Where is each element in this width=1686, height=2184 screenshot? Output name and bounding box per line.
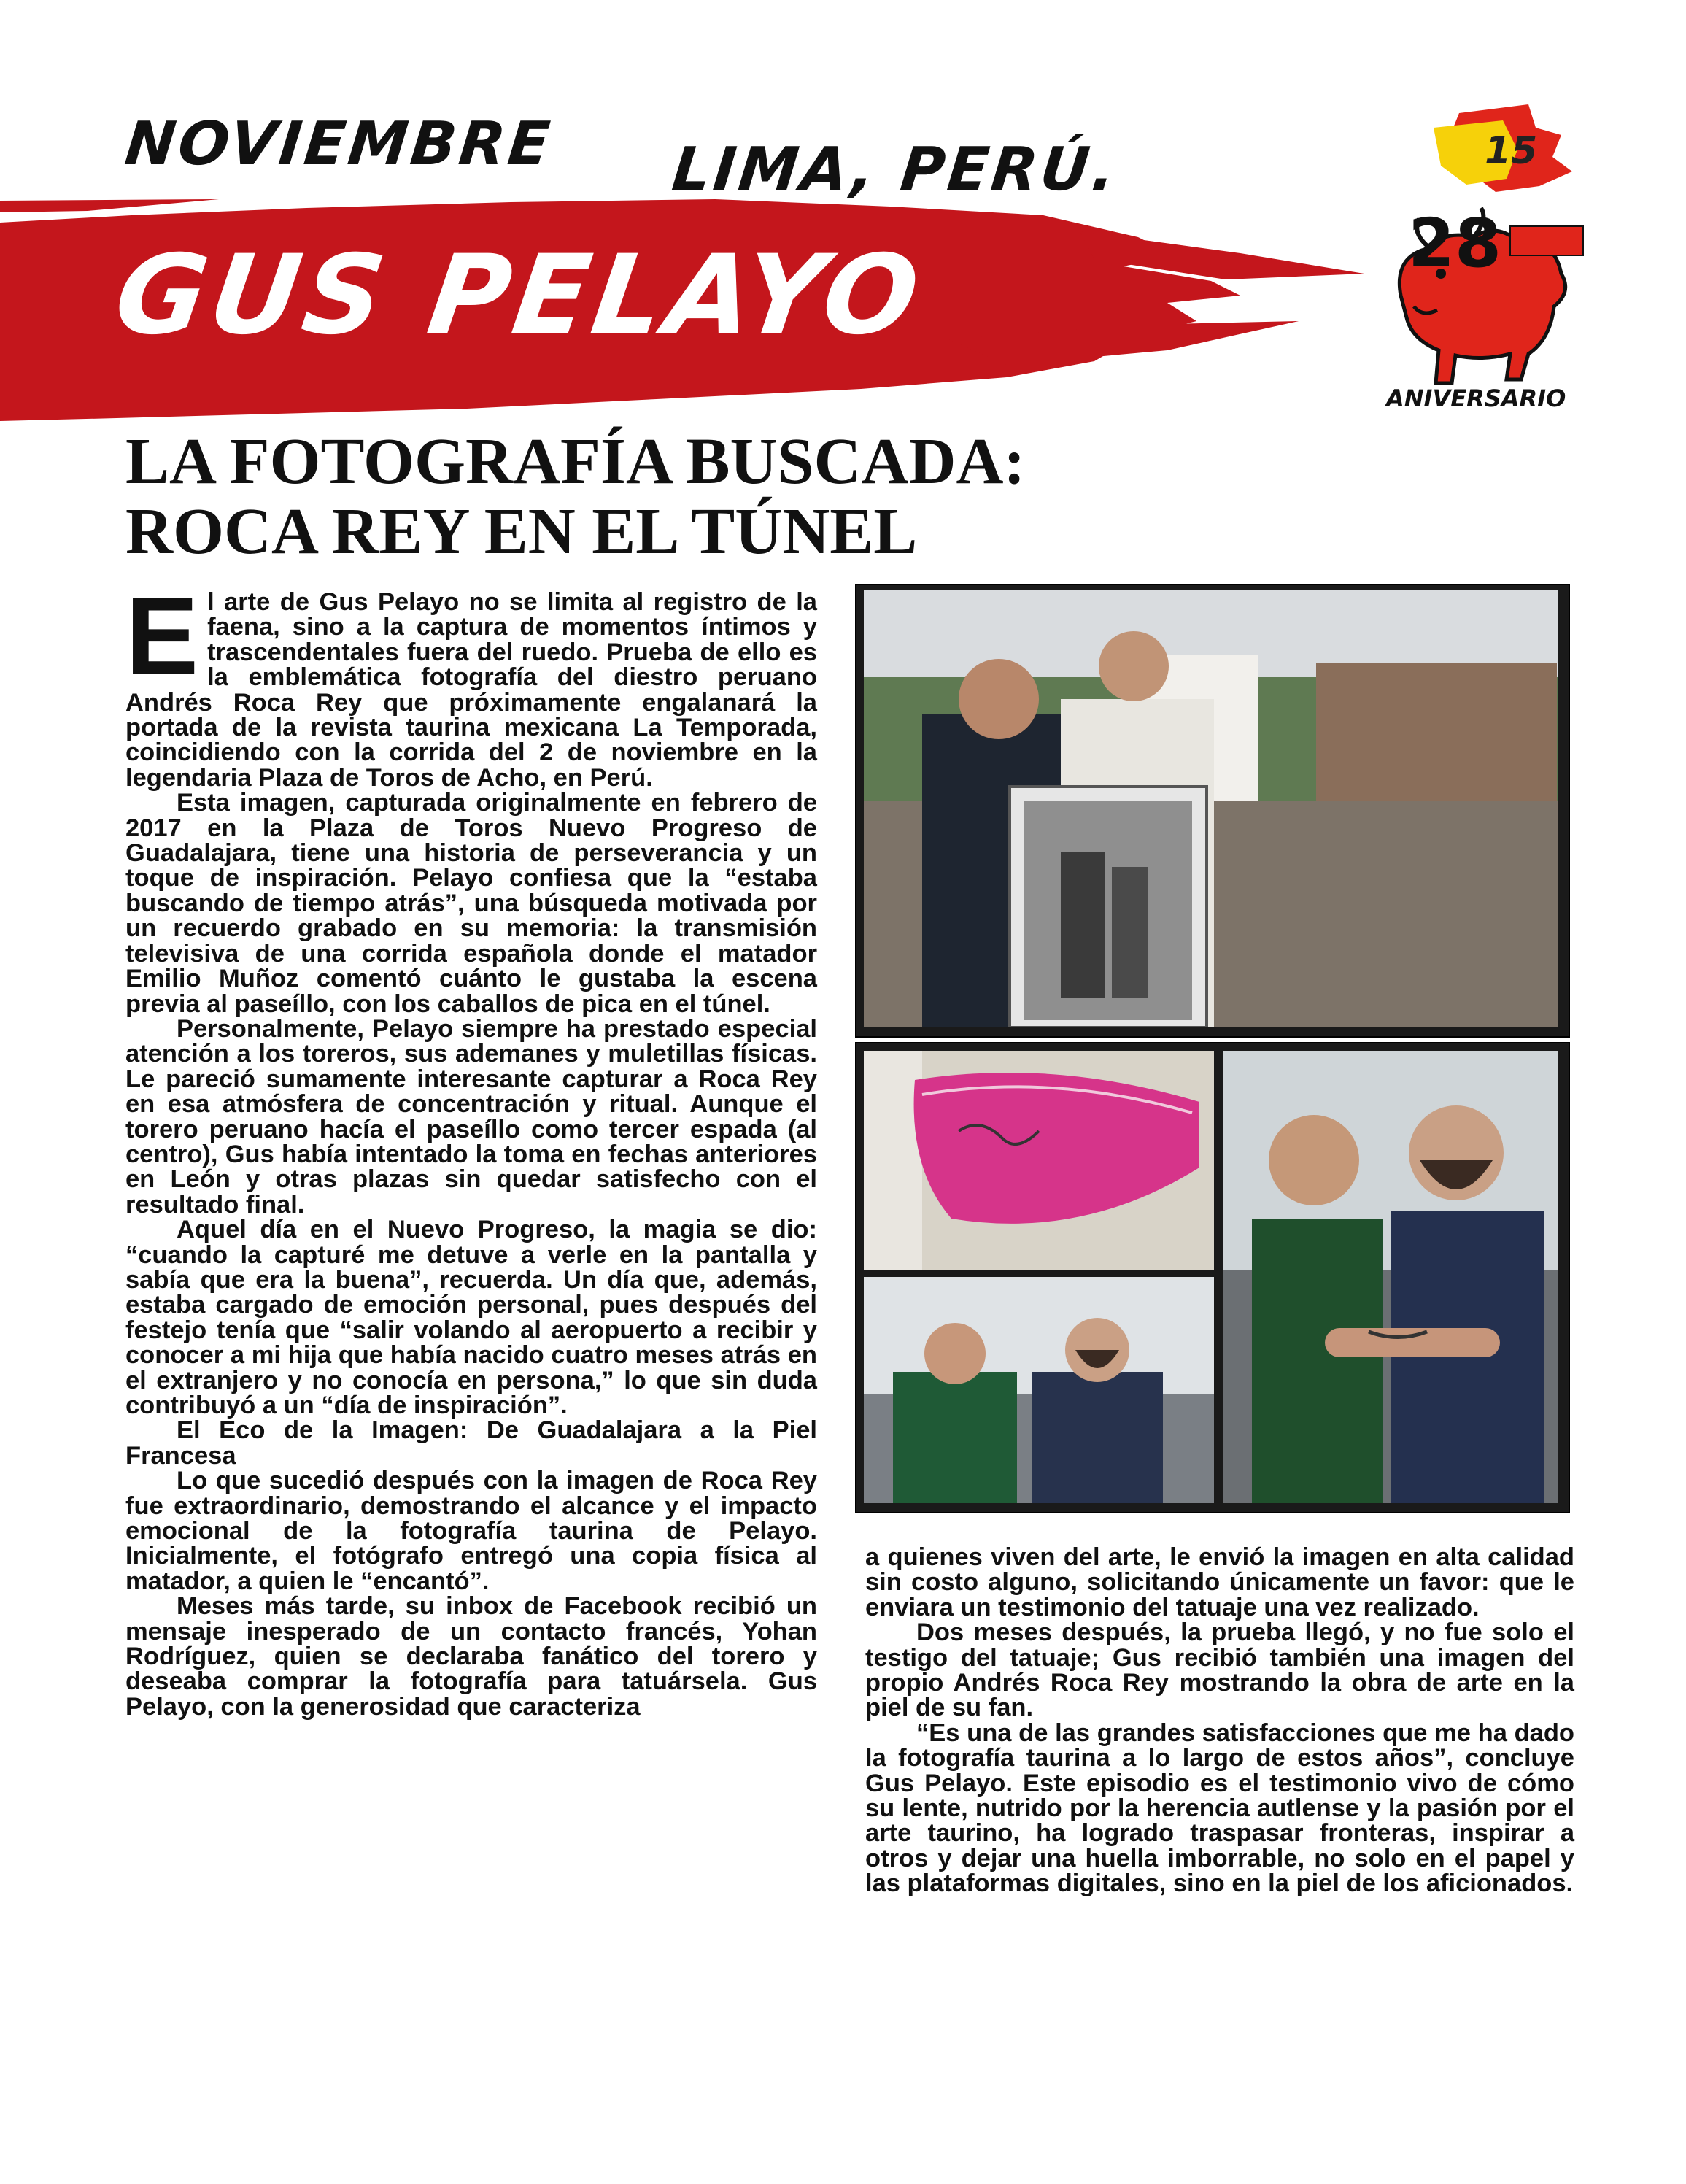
- article-paragraph: Dos meses después, la prueba llegó, y no fue solo el testigo del tatuaje; Gus recibió también una imagen del propio Andrés Roca Rey mostrando la obra de arte en la piel de su fan.: [865, 1618, 1574, 1722]
- headline-line-1: LA FOTOGRAFÍA BUSCADA:: [125, 425, 1026, 498]
- drop-cap: E: [125, 574, 199, 697]
- article-paragraph: Aquel día en el Nuevo Progreso, la magia se dio: “cuando la capturé me detuve a verle en la pantalla y sabía que era la buena”, recuerda. Un día que, además, estaba cargado de emoción personal, pues después del festejo tenía que “salir volando al aeropuerto a recibir y conocer a mi hija que había nacido cuatro meses atrás en el extranjero y no conocía en persona,” lo que sin duda contribuyó a un “día de inspiración”.: [125, 1216, 817, 1419]
- photo-pelayo-roca-rey: [864, 590, 1558, 1027]
- paragraph-text: l arte de Gus Pelayo no se limita al registro de la faena, sino a la captura de momentos íntimos y trascendentales fuera del ruedo. Prueba de ello es la emblemática fotografía del diestro peruano Andrés Roca Rey que próximamente engalanará la portada de la revista taurina mexicana La Temporada, coincidiendo con la corrida del 2 de noviembre en la legendaria Plaza de Toros de Acho, en Perú.: [125, 588, 817, 792]
- article-paragraph: Lo que sucedió después con la imagen de Roca Rey fue extraordinario, demostrando el alcance y el impacto emocional de la fotografía taurina de Pelayo. Inicialmente, el fotógrafo entregó una copia física al matador, a quien le “encantó”.: [125, 1467, 817, 1595]
- article-paragraph: Meses más tarde, su inbox de Facebook recibió un mensaje inesperado de un contacto francés, Yohan Rodríguez, quien se declaraba fanático del torero y deseaba comprar la fotografía para tatuársela. Gus Pelayo, con la generosidad que caracteriza: [125, 1592, 817, 1721]
- photo-tattoo-testimony: [1223, 1051, 1558, 1503]
- article-subheading: El Eco de la Imagen: De Guadalajara a la Piel Francesa: [125, 1416, 817, 1470]
- logo-badge-number: 15: [1485, 129, 1538, 173]
- article-paragraph: “Es una de las grandes satisfacciones que me ha dado la fotografía taurina a lo largo de estos años”, concluye Gus Pelayo. Este episodio es el testimonio vivo de cómo su lente, nutrido por la herencia autlense y la pasión por el arte taurino, ha logrado traspasar fronteras, inspirar a otros y dejar una huella imborrable, no solo en el papel y las plataformas digitales, sino en la piel de los aficionados.: [865, 1718, 1574, 1898]
- photo-signed-cape: [864, 1051, 1214, 1270]
- article-right-column: [865, 1545, 1574, 1896]
- issue-month: NOVIEMBRE: [122, 109, 556, 179]
- article-left-column: [125, 574, 817, 1721]
- headline-line-2: ROCA REY EN EL TÚNEL: [125, 495, 918, 568]
- article-paragraph: a quienes viven del arte, le envió la imagen en alta calidad sin costo alguno, solicitando únicamente un favor: que le enviara un testimonio del tatuaje una vez realizado.: [865, 1543, 1574, 1621]
- article-headline: [125, 427, 1366, 567]
- article-paragraph: Personalmente, Pelayo siempre ha prestado especial atención a los toreros, sus ademanes y muletillas físicas. Le pareció sumamente interesante capturar a Roca Rey en esa atmósfera de concentración y ritual. Aunque el torero peruano hacía el paseíllo como tercer espada (al centro), Gus había intentado la toma en fechas anteriores en León y otras plazas sin quedar satisfecho con el resultado final.: [125, 1014, 817, 1219]
- issue-city: LIMA, PERÚ.: [669, 135, 1122, 204]
- brand-title: GUS PELAYO: [107, 232, 931, 359]
- logo-anniversary-label: ANIVERSARIO: [1386, 385, 1566, 412]
- logo-anniversary-number: 28: [1408, 204, 1502, 282]
- article-paragraph: [125, 574, 817, 792]
- photo-roca-rey-with-fan: [864, 1277, 1214, 1503]
- article-paragraph: Esta imagen, capturada originalmente en febrero de 2017 en la Plaza de Toros Nuevo Progreso de Guadalajara, tiene una historia de perseverancia y un toque de inspiración. Pelayo confiesa que la “estaba buscando de tiempo atrás”, una búsqueda motivada por un recuerdo grabado en su memoria: la transmisión televisiva de una corrida española donde el matador Emilio Muñoz comentó cuánto le gustaba la escena previa al paseíllo, con los caballos de pica en el túnel.: [125, 789, 817, 1018]
- anniversary-logo: [1372, 99, 1598, 412]
